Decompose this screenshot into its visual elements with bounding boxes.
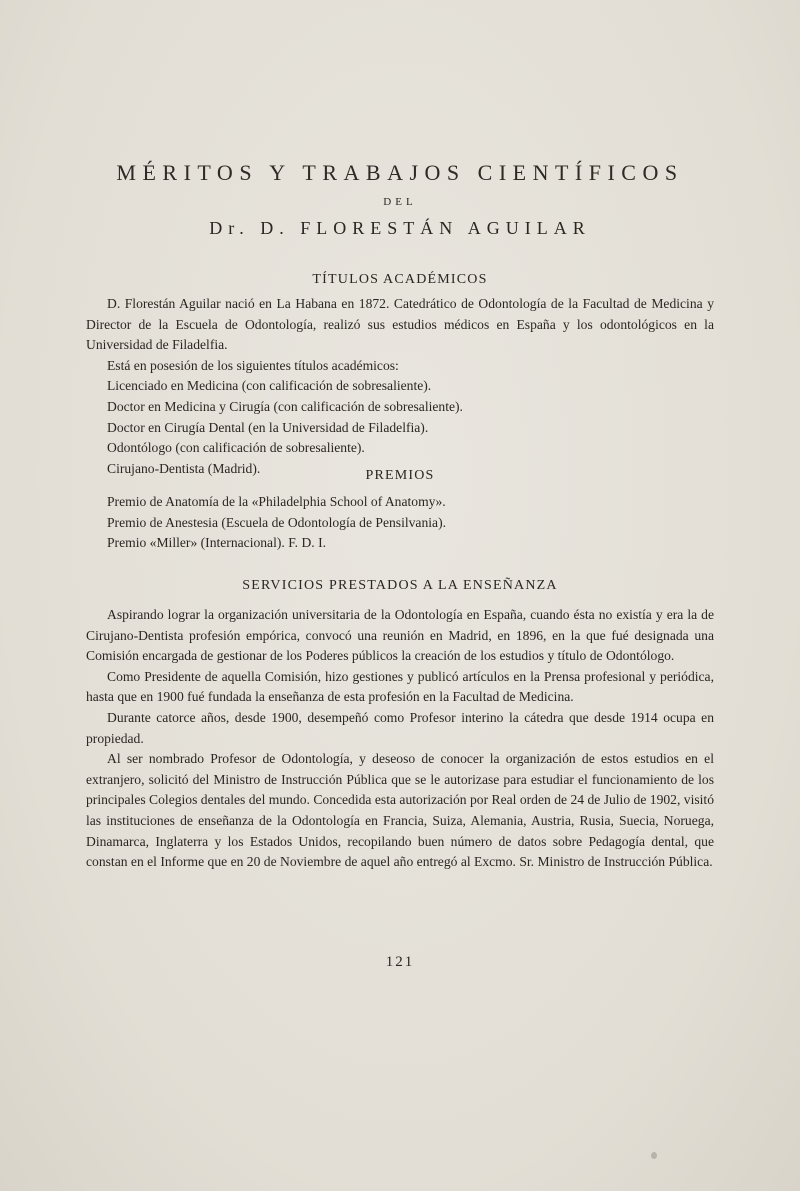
titulos-intro: D. Florestán Aguilar nació en La Habana en 1872. Catedrático de Odontología de la Facultad de Medicina y Director de la Escuela de Odontología, realizó sus estudios médicos en España y los odontológicos en la Universidad de Filadelfia. [86,296,714,353]
servicios-paragraph: Al ser nombrado Profesor de Odontología, y deseoso de conocer la organización de estos estudios en el extranjero, solicitó del Ministro de Instrucción Pública que se le autorizase para estudiar el funcionamiento de los principales Colegios dentales del mundo. Concedida esta autorización por Real orden de 24 de Julio de 1902, visitó las instituciones de enseñanza de la Odontología en Francia, Suiza, Alemania, Austria, Rusia, Suecia, Noruega, Dinamarca, Inglaterra y los Estados Unidos, recopilando buen número de datos sobre Pedagogía dental, que constan en el Informe que en 20 de Noviembre de aquel año entregó al Excmo. Sr. Ministro de Instrucción Pública. [86,751,714,870]
section-premios [86,492,714,554]
title-connector: DEL [383,196,417,208]
titulo-item: Cirujano-Dentista (Madrid). [107,460,261,476]
titulo-item: Doctor en Cirugía Dental (en la Universidad de Filadelfia). [107,419,429,435]
heading-premios: PREMIOS [365,468,435,483]
section-servicios [86,605,714,873]
paper-speck [651,1152,657,1159]
section-titulos [86,294,714,479]
heading-servicios: SERVICIOS PRESTADOS A LA ENSEÑANZA [242,578,558,593]
titulos-lead: Está en posesión de los siguientes títulos académicos: [107,357,399,373]
premio-item: Premio «Miller» (Internacional). F. D. I. [107,535,326,551]
heading-titulos: TÍTULOS ACADÉMICOS [312,272,488,287]
servicios-paragraph: Como Presidente de aquella Comisión, hizo gestiones y publicó artículos en la Prensa profesional y periódica, hasta que en 1900 fué fundada la enseñanza de esta profesión en la Facultad de Medicina. [86,668,714,705]
premio-item: Premio de Anatomía de la «Philadelphia School of Anatomy». [107,494,446,509]
servicios-paragraph: Durante catorce años, desde 1900, desempeñó como Profesor interino la cátedra que desde 1914 ocupa en propiedad. [86,709,714,746]
titulo-item: Doctor en Medicina y Cirugía (con calificación de sobresaliente). [107,398,463,414]
author-name: Dr. D. FLORESTÁN AGUILAR [209,218,591,238]
premio-item: Premio de Anestesia (Escuela de Odontología de Pensilvania). [107,514,447,530]
titulo-item: Licenciado en Medicina (con calificación de sobresaliente). [107,378,432,394]
page-number: 121 [385,954,415,970]
document-title: MÉRITOS Y TRABAJOS CIENTÍFICOS [116,160,684,185]
titulo-item: Odontólogo (con calificación de sobresaliente). [107,440,365,456]
servicios-paragraph: Aspirando lograr la organización universitaria de la Odontología en España, cuando ésta no existía y era la de Cirujano-Dentista profesión empórica, convocó una reunión en Madrid, en 1896, en la que fué designada una Comisión encargada de gestionar de los Poderes públicos la creación de los estudios y título de Odontólogo. [86,607,714,664]
